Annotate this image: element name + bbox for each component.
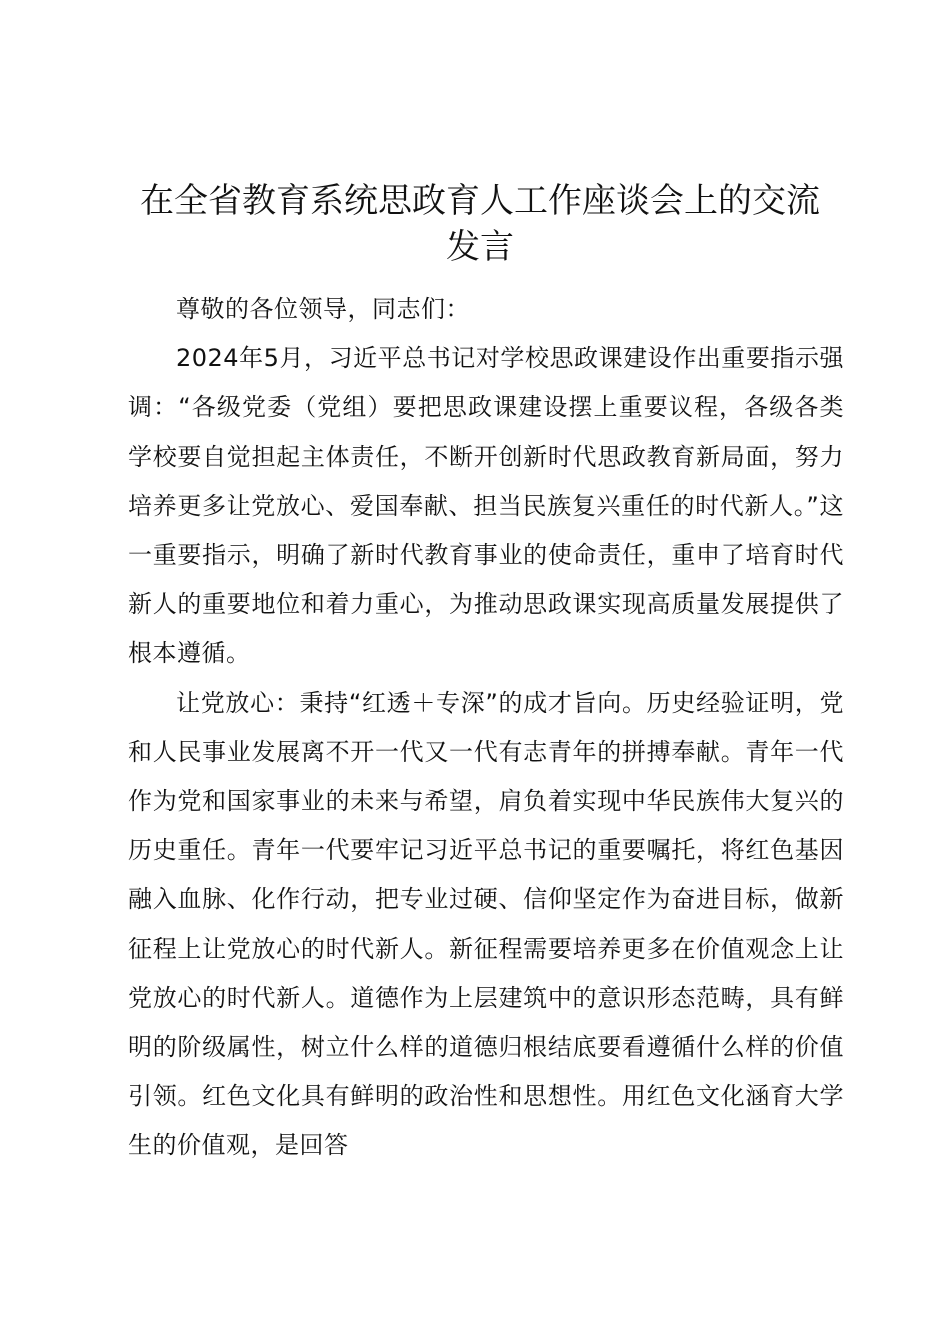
paragraph-2: 让党放心：秉持“红透＋专深”的成才旨向。历史经验证明，党和人民事业发展离不开一代又一代有志青年的拼搏奉献。青年一代作为党和国家事业的未来与希望，肩负着实现中华民族伟大复兴的历史重任。青年一代要牢记习近平总书记的重要嘱托，将红色基因融入血脉、化作行动，把专业过硬、信仰坚定作为奋进目标，做新征程上让党放心的时代新人。新征程需要培养更多在价值观念上让党放心的时代新人。道德作为上层建筑中的意识形态范畴，具有鲜明的阶级属性，树立什么样的道德归根结底要看遵循什么样的价值引领。红色文化具有鲜明的政治性和思想性。用红色文化涵育大学生的价值观，是回答 — [128, 688, 844, 1160]
title-line-1: 在全省教育系统思政育人工作座谈会上的交流 — [140, 181, 820, 221]
document-body — [128, 285, 844, 1171]
title-line-2: 发言 — [446, 227, 514, 267]
paragraph-1: 2024年5月，习近平总书记对学校思政课建设作出重要指示强调：“各级党委（党组）要把思政课建设摆上重要议程，各级各类学校要自觉担起主体责任，不断开创新时代思政教育新局面，努力培养更多让党放心、爱国奉献、担当民族复兴重任的时代新人。”这一重要指示，明确了新时代教育事业的使命责任，重申了培育时代新人的重要地位和着力重心，为推动思政课实现高质量发展提供了根本遵循。 — [128, 344, 844, 668]
salutation: 尊敬的各位领导，同志们： — [176, 295, 470, 323]
document-title — [110, 178, 850, 270]
